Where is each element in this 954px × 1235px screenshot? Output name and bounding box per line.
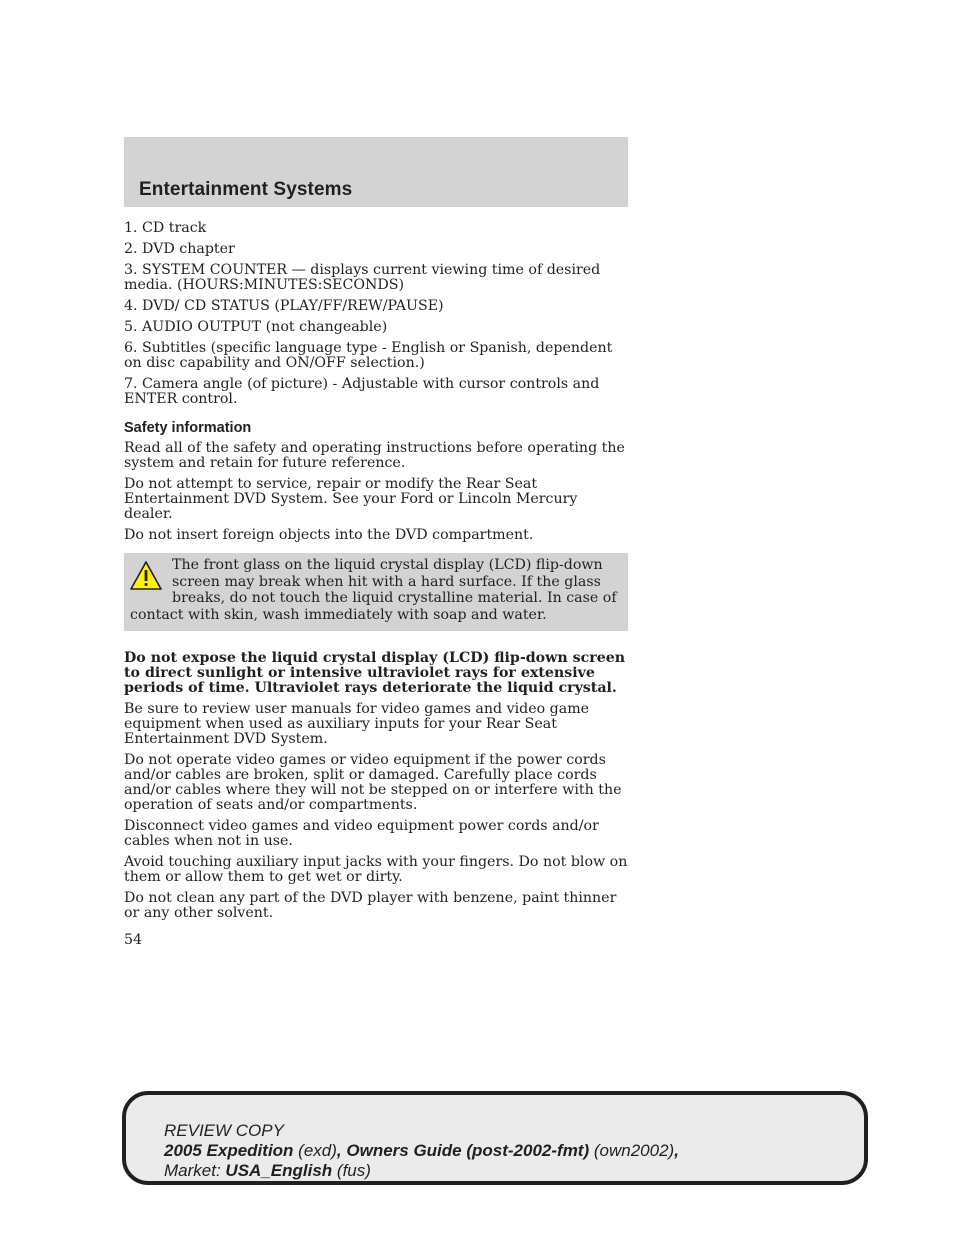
uv-warning-paragraph: Do not expose the liquid crystal display (LCD) flip-down screen to direct sunlight or intensive ultraviolet rays for extensive periods of time. Ultraviolet rays deteriorate the liquid crystal. [124, 650, 626, 696]
footer-separator: , [674, 1141, 679, 1160]
paragraph: Do not attempt to service, repair or modify the Rear Seat Entertainment DVD System. See your Ford or Lincoln Mercury dealer. [124, 476, 578, 522]
warning-text: The front glass on the liquid crystal display (LCD) flip-down screen may break when hit with a hard surface. If the glass breaks, do not touch the liquid crystalline material. In case of contact with skin, wash immediately with soap and water. [130, 557, 617, 623]
footer-model: 2005 Expedition [164, 1141, 294, 1160]
list-item: 4. DVD/ CD STATUS (PLAY/FF/REW/PAUSE) [124, 298, 444, 314]
paragraph: Do not insert foreign objects into the DVD compartment. [124, 527, 534, 543]
review-copy-label: REVIEW COPY [164, 1121, 284, 1140]
display-legend-list [124, 221, 628, 407]
paragraph: Be sure to review user manuals for video games and video game equipment when used as auxiliary inputs for your Rear Seat Entertainment DVD System. [124, 701, 590, 747]
paragraph: Avoid touching auxiliary input jacks with your fingers. Do not blow on them or allow them to get wet or dirty. [124, 854, 628, 885]
review-copy-footer [122, 1091, 868, 1185]
footer-model-line [164, 1141, 679, 1161]
section-title: Entertainment Systems [139, 179, 353, 200]
paragraph: Disconnect video games and video equipment power cords and/or cables when not in use. [124, 818, 599, 849]
page-content [124, 221, 628, 948]
list-item: 5. AUDIO OUTPUT (not changeable) [124, 319, 388, 335]
paragraph: Do not operate video games or video equipment if the power cords and/or cables are broken, split or damaged. Carefully place cords and/or cables where they will not be stepped on or interfere with the operation of seats and/or compartments. [124, 752, 622, 813]
footer-guide: Owners Guide (post-2002-fmt) [346, 1141, 590, 1160]
footer-market: USA_English [225, 1161, 333, 1180]
paragraph: Do not clean any part of the DVD player with benzene, paint thinner or any other solvent. [124, 890, 617, 921]
footer-text [164, 1121, 679, 1181]
footer-market-label: Market: [164, 1161, 221, 1180]
footer-market-line [164, 1161, 679, 1181]
list-item: 2. DVD chapter [124, 241, 235, 257]
safety-heading: Safety information [124, 420, 252, 436]
warning-box [124, 553, 628, 631]
footer-guide-code: (own2002) [593, 1141, 675, 1160]
paragraph: Read all of the safety and operating instructions before operating the system and retain for future reference. [124, 440, 625, 471]
footer-model-code: (exd) [298, 1141, 337, 1160]
footer-separator: , [336, 1141, 342, 1160]
list-item: 7. Camera angle (of picture) - Adjustable with cursor controls and ENTER control. [124, 376, 600, 407]
list-item: 6. Subtitles (specific language type - English or Spanish, dependent on disc capability and ON/OFF selection.) [124, 340, 613, 371]
list-item: 3. SYSTEM COUNTER — displays current viewing time of desired media. (HOURS:MINUTES:SECONDS) [124, 262, 601, 293]
list-item: 1. CD track [124, 220, 207, 236]
page-number: 54 [124, 932, 143, 948]
section-header-band [124, 137, 628, 207]
footer-market-code: (fus) [336, 1161, 371, 1180]
warning-triangle-icon [130, 560, 162, 592]
